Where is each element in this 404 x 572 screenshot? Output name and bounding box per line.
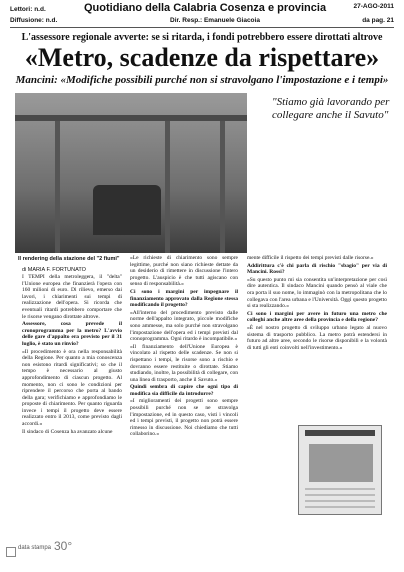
column-2 — [130, 255, 238, 541]
thumb-line — [305, 488, 375, 490]
image-caption: Il rendering della stazione del "2 fiumi" — [18, 256, 120, 262]
kicker: L'assessore regionale avverte: se si ritarda, i fondi potrebbero essere dirottati altrove — [21, 32, 383, 43]
question: Assessore, cosa prevede il cronoprogramma per la metro? L'avvio delle gare d'appalto era previsto per il 31 luglio, è stato un rinvio? — [22, 321, 122, 347]
director: Dir. Resp.: Emanuele Giacoia — [170, 17, 260, 24]
newspaper-thumbnail-image — [298, 425, 382, 515]
paragraph: «Le richieste di chiarimento sono sempre legittime, purché non siano richieste dettate da un desiderio di rimettere in discussione l'intero progetto. L'auspicio è che tutti agiscano con senso di responsabilità.» — [130, 255, 238, 288]
thumb-masthead — [305, 430, 375, 436]
paragraph: Il sindaco di Cosenza ha avanzato alcune — [22, 428, 113, 435]
thumb-line — [305, 494, 375, 496]
pillar — [165, 121, 170, 253]
datastampa-logo-icon — [6, 547, 16, 557]
thumb-photo — [309, 444, 373, 482]
publication-date: 27-AGO-2011 — [353, 3, 394, 10]
paragraph: «I miglioramenti dei progetti sono sempre possibili purché non se ne stravolga l'impostazione, ed in questo caso, visti i vincoli ed i tempi previsti, il progetto non potrà essere rimesso in discussione. Noi chiediamo che tutti collaborino.» — [130, 398, 238, 438]
pillar — [55, 121, 60, 253]
station-rendering-image — [15, 93, 247, 253]
brand-name: data stampa — [18, 545, 52, 551]
header-rule — [10, 27, 394, 28]
footer-brand — [18, 539, 78, 553]
publication-name: Quotidiano della Calabria Cosenza e provincia — [84, 2, 327, 14]
byline: di MARIA F. FORTUNATO — [22, 267, 86, 273]
paragraph: «È nel nostro progetto di sviluppo urbano legato al nuovo sistema di trasporto pubblico. La metro potrà estendersi in futuro ad altre aree, secondo le risorse disponibili e la volontà di tutti gli enti coinvolti nell'investimento.» — [247, 324, 387, 351]
column-1 — [22, 274, 122, 536]
paragraph: mente difficile il rispetto dei tempi previsti dalle risorse.» — [247, 255, 374, 261]
column-3 — [247, 255, 387, 415]
tram-shape — [93, 185, 161, 235]
question: Quindi sembra di capire che ogni tipo di modifica sia difficile da introdurre? — [130, 384, 238, 397]
subheadline: Mancini: «Modifiche possibili purché non si stravolgano l'impostazione e i tempi» — [15, 74, 389, 86]
diffusione: Diffusione: n.d. — [10, 17, 58, 24]
pull-quote: "Stiamo già lavorando per collegare anche il Savuto" — [272, 96, 390, 121]
paragraph: I TEMPI della metroleggera, il "delta" l'Unione europea che finanzierà l'opera con 160 milioni di euro. Di rilievo, emerso dai lavori, i chiarimenti sui tempi di realizzazione dell'opera. Si ricorda che eventuali ritardi potrebbero comportare che le risorse vengano dirottate altrove. — [22, 274, 122, 320]
paragraph: «Su questo punto mi sia consentita un'interpretazione per così dire autentica. Il sindaco Mancini quando pensò al viale che ora porta il suo nome, lo immaginò con la metropolitana che lo collegava con l'area urbana e l'Università. Oggi questo progetto si sta realizzando.» — [247, 276, 387, 310]
page-number: da pag. 21 — [362, 17, 394, 24]
paragraph: «Il procedimento è ora nella responsabilità della Regione. Per quanto a mia conoscenza non esistono ritardi significativi; so che il tempo è necessario al giusto approfondimento di ciascun progetto. Al momento, non ci sono le condizioni per riprendere il percorso che porta al bando della gara; verifichiamo e approfondiamo le proposte di chiarimento. Per quanto riguarda invece i tempi il progetto deve essere realizzato entro il 2013, come previsto dagli accordi.» — [22, 348, 122, 428]
thumb-line — [305, 506, 375, 508]
paragraph: «Il finanziamento dell'Unione Europea è vincolato al rispetto delle scadenze. Se non si rispettano i tempi, le risorse sono a rischio e dovranno essere restituite o dirottate. Stiamo studiando, inoltre, la possibilità di collegare, con una linea di trasporto, anche il Savuto.» — [130, 343, 238, 383]
roof-shape — [15, 115, 247, 121]
question: Addirittura c'è chi parla di rischio "sbagio" per via di Mancini. Rossi? — [247, 262, 387, 276]
page-header — [10, 2, 394, 30]
headline: «Metro, scadenze da rispettare» — [24, 43, 380, 72]
question: Ci sono i margini per impegnare il finanziamento approvato dalla Regione stessa modificando il progetto? — [130, 288, 238, 309]
pillar — [220, 121, 225, 253]
thumb-line — [305, 500, 375, 502]
paragraph: «All'interno del procedimento previsto dalle norme dell'appalto integrato, piccole modifiche sono ammesse, ma solo purché non stravolgano l'impostazione dell'opera ed i tempi previsti dal cronoprogramma. Ogni ritardo è incompatibile.» — [130, 309, 238, 343]
lettori: Lettori: n.d. — [10, 6, 46, 13]
anniversary: 30° — [54, 539, 73, 553]
question: Ci sono i margini per avere in futuro una metro che colleghi anche altre aree della provincia e della regione? — [247, 310, 387, 324]
